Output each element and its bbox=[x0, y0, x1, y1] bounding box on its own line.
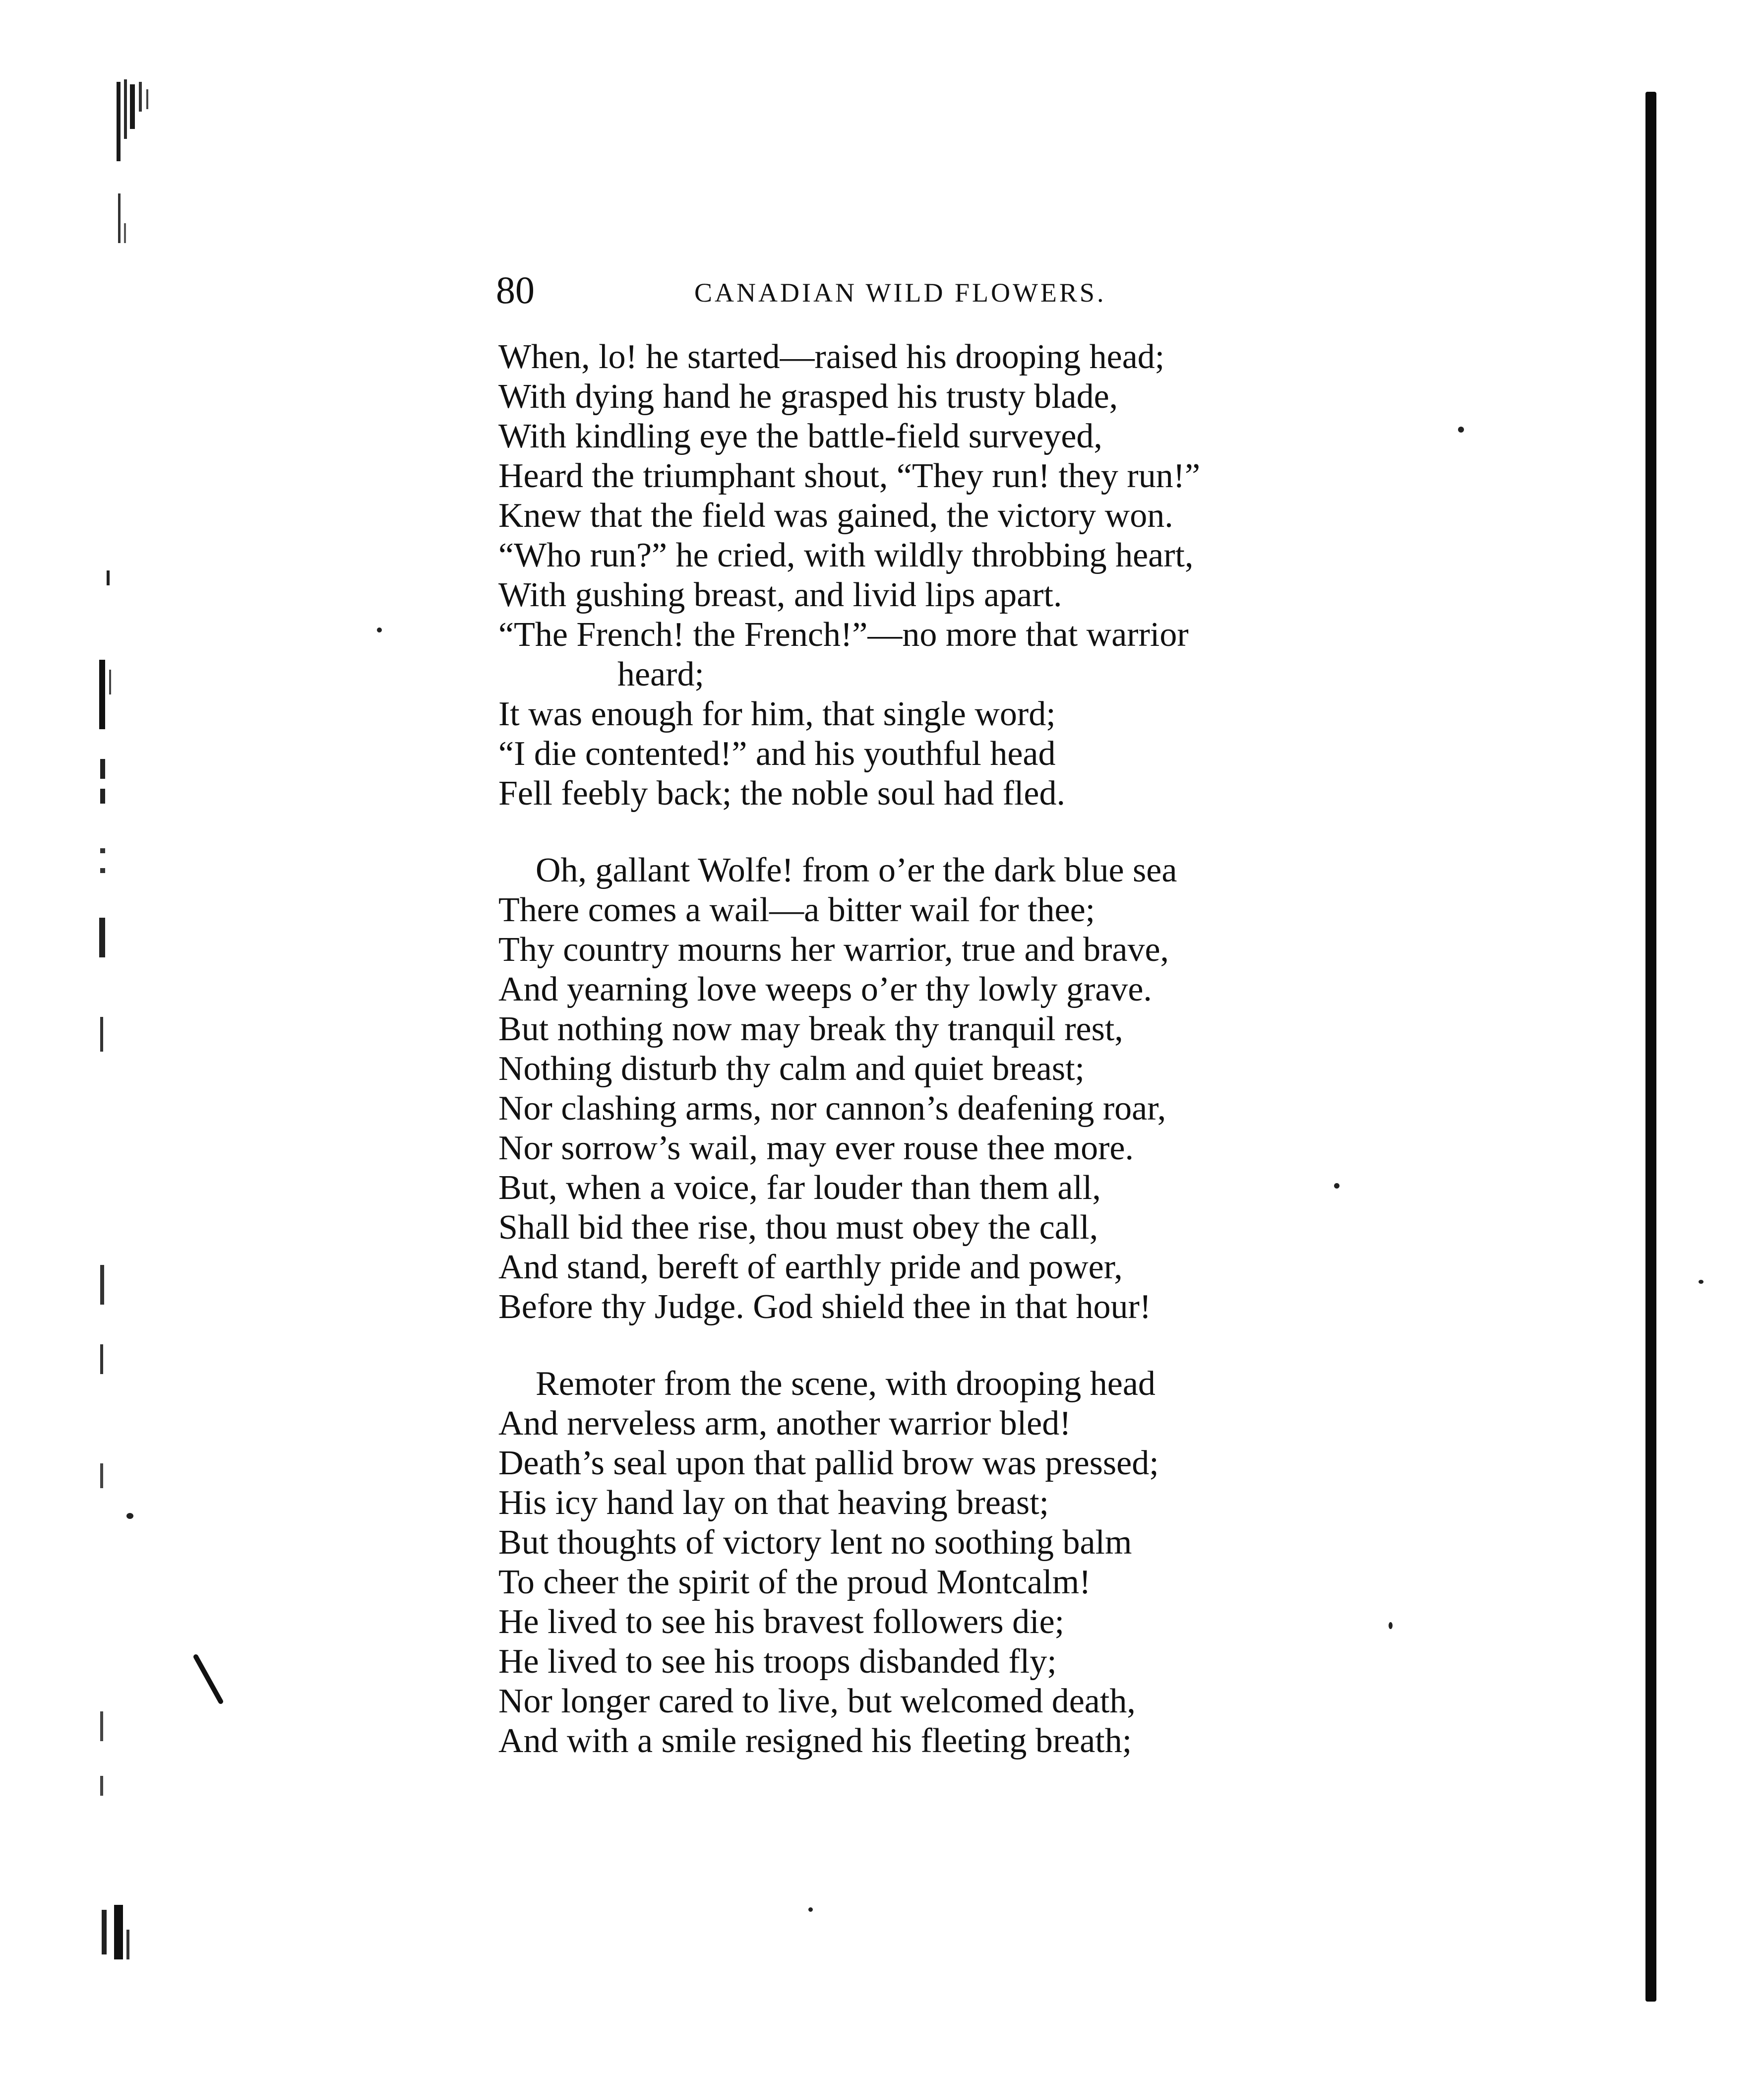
scan-speck bbox=[377, 628, 382, 632]
poem-line: “I die contented!” and his youthful head bbox=[498, 735, 1056, 773]
poem-line-turnover: heard; bbox=[617, 655, 704, 693]
poem-line: Nor longer cared to live, but welcomed death, bbox=[498, 1682, 1136, 1720]
poem-line: And stand, bereft of earthly pride and power, bbox=[498, 1248, 1123, 1286]
poem-line: Nothing disturb thy calm and quiet breast; bbox=[498, 1050, 1085, 1088]
poem-line: Before thy Judge. God shield thee in that hour! bbox=[498, 1288, 1152, 1326]
poem-line: Thy country mourns her warrior, true and brave, bbox=[498, 931, 1169, 969]
poem-line: Heard the triumphant shout, “They run! they run!” bbox=[498, 457, 1201, 495]
poem-line: To cheer the spirit of the proud Montcalm! bbox=[498, 1563, 1091, 1601]
poem-line: And nerveless arm, another warrior bled! bbox=[498, 1404, 1071, 1443]
scan-speck bbox=[1458, 427, 1464, 433]
scan-speck bbox=[808, 1907, 813, 1912]
book-title: CANADIAN WILD FLOWERS. bbox=[694, 278, 1106, 308]
scan-edge-bar bbox=[1645, 92, 1656, 2002]
poem-line: He lived to see his troops disbanded fly; bbox=[498, 1642, 1057, 1681]
poem-line: And with a smile resigned his fleeting breath; bbox=[498, 1722, 1132, 1760]
poem-line: And yearning love weeps o’er thy lowly grave. bbox=[498, 970, 1152, 1008]
binding-edge-noise bbox=[94, 74, 223, 2009]
poem-line: “The French! the French!”—no more that warrior bbox=[498, 616, 1189, 654]
scan-speck bbox=[126, 1513, 133, 1519]
poem-line: Death’s seal upon that pallid brow was pressed; bbox=[498, 1444, 1159, 1482]
poem-line: Nor clashing arms, nor cannon’s deafening roar, bbox=[498, 1089, 1166, 1128]
poem-line: Fell feebly back; the noble soul had fled. bbox=[498, 774, 1066, 813]
poem-line: Remoter from the scene, with drooping head bbox=[536, 1365, 1156, 1403]
poem-line: With dying hand he grasped his trusty blade, bbox=[498, 377, 1118, 416]
page-number: 80 bbox=[496, 268, 535, 312]
poem-line: But thoughts of victory lent no soothing balm bbox=[498, 1523, 1132, 1562]
running-head bbox=[496, 268, 1289, 313]
scan-speck bbox=[1699, 1280, 1703, 1284]
poem-line: Oh, gallant Wolfe! from o’er the dark blue sea bbox=[536, 851, 1177, 889]
poem-line: With gushing breast, and livid lips apart. bbox=[498, 576, 1062, 614]
poem-line: Shall bid thee rise, thou must obey the call, bbox=[498, 1208, 1098, 1247]
poem-line: “Who run?” he cried, with wildly throbbing heart, bbox=[498, 536, 1194, 574]
poem-line: His icy hand lay on that heaving breast; bbox=[498, 1484, 1049, 1522]
poem-line: But nothing now may break thy tranquil rest, bbox=[498, 1010, 1123, 1048]
poem-line: When, lo! he started—raised his drooping head; bbox=[498, 338, 1165, 376]
poem-line: Nor sorrow’s wail, may ever rouse thee more. bbox=[498, 1129, 1134, 1167]
scan-speck bbox=[1389, 1622, 1393, 1629]
poem-line: He lived to see his bravest followers die; bbox=[498, 1603, 1065, 1641]
poem-line: But, when a voice, far louder than them all, bbox=[498, 1169, 1101, 1207]
poem-line: It was enough for him, that single word; bbox=[498, 695, 1056, 733]
poem-line: With kindling eye the battle-field surveyed, bbox=[498, 417, 1102, 455]
poem-line: There comes a wail—a bitter wail for thee; bbox=[498, 891, 1095, 929]
scan-speck bbox=[1334, 1183, 1339, 1189]
poem-line: Knew that the field was gained, the victory won. bbox=[498, 497, 1173, 535]
